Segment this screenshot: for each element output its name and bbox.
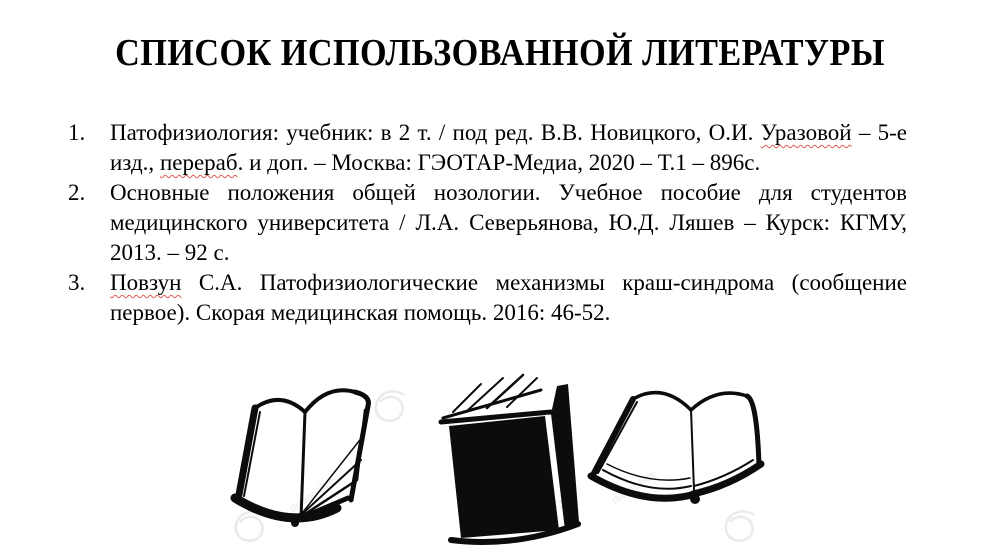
reference-item bbox=[68, 178, 907, 268]
reference-text: Патофизиология: учебник: в 2 т. / под ред. В.В. Новицкого, О.И. bbox=[110, 120, 761, 145]
reference-number: 2. bbox=[68, 180, 86, 205]
standing-black-book-icon bbox=[441, 375, 579, 542]
reference-item bbox=[68, 118, 907, 178]
open-book-fanned-icon bbox=[235, 390, 368, 527]
watermark-text: dreamstime bbox=[609, 467, 659, 507]
reference-item bbox=[68, 268, 907, 328]
slide-title: СПИСОК ИСПОЛЬЗОВАННОЙ ЛИТЕРАТУРЫ bbox=[115, 32, 885, 74]
open-book-flat-icon bbox=[591, 393, 761, 507]
reference-text: – 5-е изд., bbox=[110, 120, 907, 175]
misspelled-word: Повзун bbox=[110, 270, 182, 295]
books-clipart-image bbox=[185, 372, 825, 552]
misspelled-word: Уразовой bbox=[760, 120, 852, 145]
reference-text: Основные положения общей нозологии. Учебное пособие для студентов медицинского университета / Л.А. Северьянова, Ю.Д. Ляшев – Курск: КГМУ, 2013. – 92 с. bbox=[110, 180, 907, 265]
reference-number: 1. bbox=[68, 120, 86, 145]
reference-text: . и доп. – Москва: ГЭОТАР-Медиа, 2020 – Т.1 – 896с. bbox=[237, 150, 761, 175]
books-illustration bbox=[185, 372, 825, 552]
reference-number: 3. bbox=[68, 270, 86, 295]
reference-text: С.А. Патофизиологические механизмы краш-синдрома (сообщение первое). Скорая медицинская помощь. 2016: 46-52. bbox=[110, 270, 907, 325]
watermark-text: dreamstime bbox=[287, 475, 337, 515]
reference-list bbox=[68, 118, 907, 328]
misspelled-word: перераб bbox=[159, 150, 238, 175]
